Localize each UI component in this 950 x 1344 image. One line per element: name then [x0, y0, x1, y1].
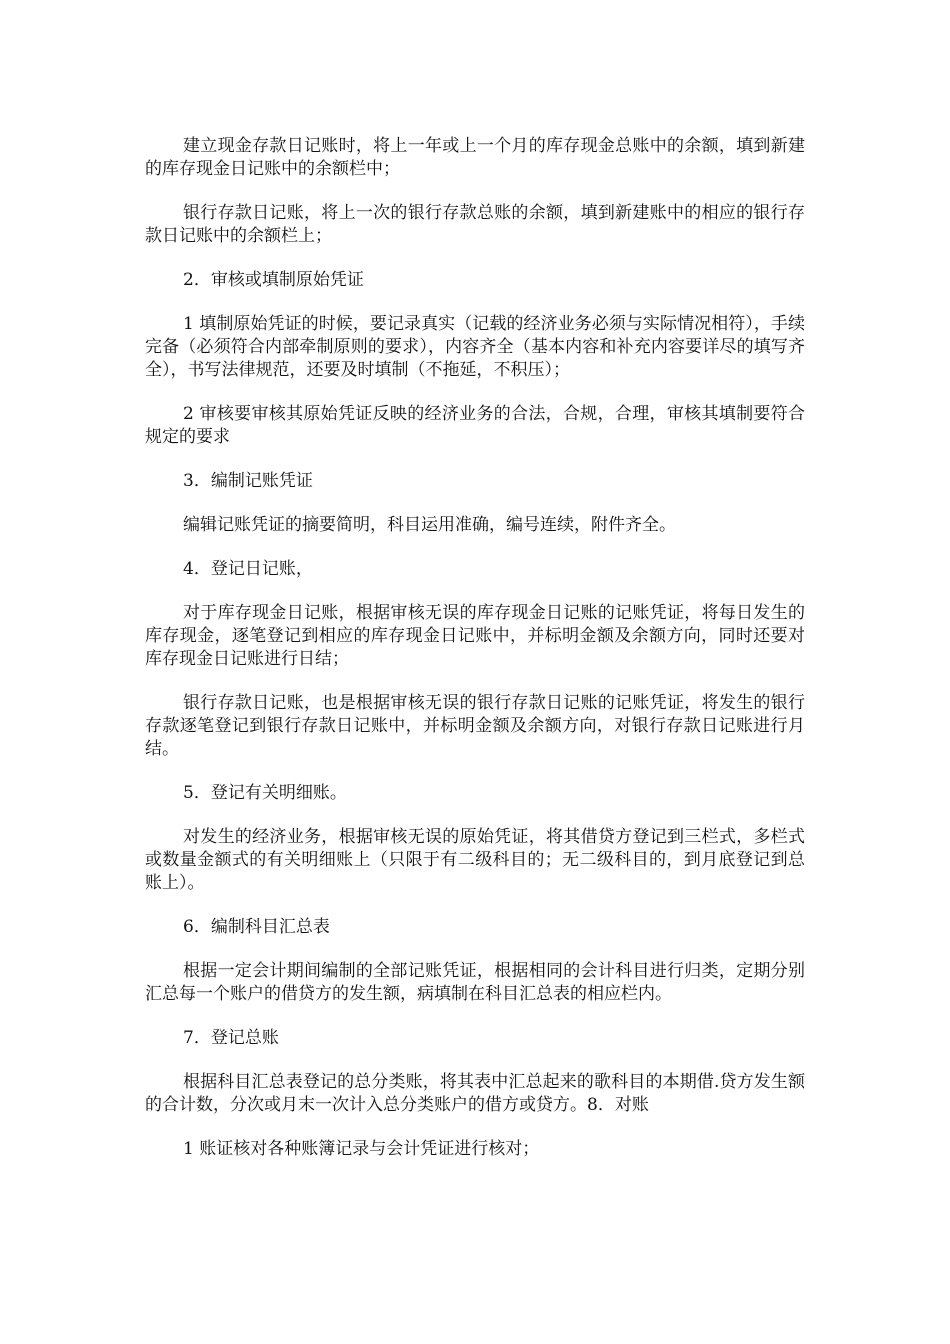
paragraph: 1 填制原始凭证的时候，要记录真实（记载的经济业务必须与实际情况相符），手续完备（必须符合内部牵制原则的要求），内容齐全（基本内容和补充内容要详尽的填写齐全），书写法律规范，还要及时填制（不拖延，不积压）；: [145, 314, 805, 380]
section-heading: 6．编制科目汇总表: [183, 917, 330, 937]
paragraph: 对发生的经济业务，根据审核无误的原始凭证，将其借贷方登记到三栏式，多栏式或数量金额式的有关明细账上（只限于有二级科目的；无二级科目的，到月底登记到总账上）。: [145, 827, 805, 893]
paragraph: 根据科目汇总表登记的总分类账，将其表中汇总起来的歌科目的本期借.贷方发生额的合计数，分次或月末一次计入总分类账户的借方或贷方。8．对账: [145, 1072, 805, 1115]
paragraph: 编辑记账凭证的摘要简明，科目运用准确，编号连续，附件齐全。: [183, 515, 676, 535]
section-heading: 5．登记有关明细账。: [183, 783, 347, 803]
section-heading: 2．审核或填制原始凭证: [183, 270, 364, 290]
section-heading: 4．登记日记账，: [183, 559, 313, 579]
paragraph: 银行存款日记账，也是根据审核无误的银行存款日记账的记账凭证，将发生的银行存款逐笔登记到银行存款日记账中，并标明金额及余额方向，对银行存款日记账进行月结。: [145, 693, 805, 759]
paragraph: 根据一定会计期间编制的全部记账凭证，根据相同的会计科目进行归类，定期分别汇总每一个账户的借贷方的发生额，病填制在科目汇总表的相应栏内。: [145, 961, 805, 1004]
section-heading: 3．编制记账凭证: [183, 471, 313, 491]
paragraph: 1 账证核对各种账簿记录与会计凭证进行核对；: [183, 1139, 540, 1159]
paragraph: 建立现金存款日记账时，将上一年或上一个月的库存现金总账中的余额，填到新建的库存现金日记账中的余额栏中；: [145, 136, 805, 179]
paragraph: 银行存款日记账，将上一次的银行存款总账的余额，填到新建账中的相应的银行存款日记账中的余额栏上；: [145, 203, 805, 246]
paragraph: 2 审核要审核其原始凭证反映的经济业务的合法，合规，合理，审核其填制要符合规定的要求: [145, 404, 805, 447]
section-heading: 7．登记总账: [183, 1028, 279, 1048]
document-body: [145, 135, 805, 1182]
paragraph: 对于库存现金日记账，根据审核无误的库存现金日记账的记账凭证，将每日发生的库存现金，逐笔登记到相应的库存现金日记账中，并标明金额及余额方向，同时还要对库存现金日记账进行日结；: [145, 603, 805, 669]
